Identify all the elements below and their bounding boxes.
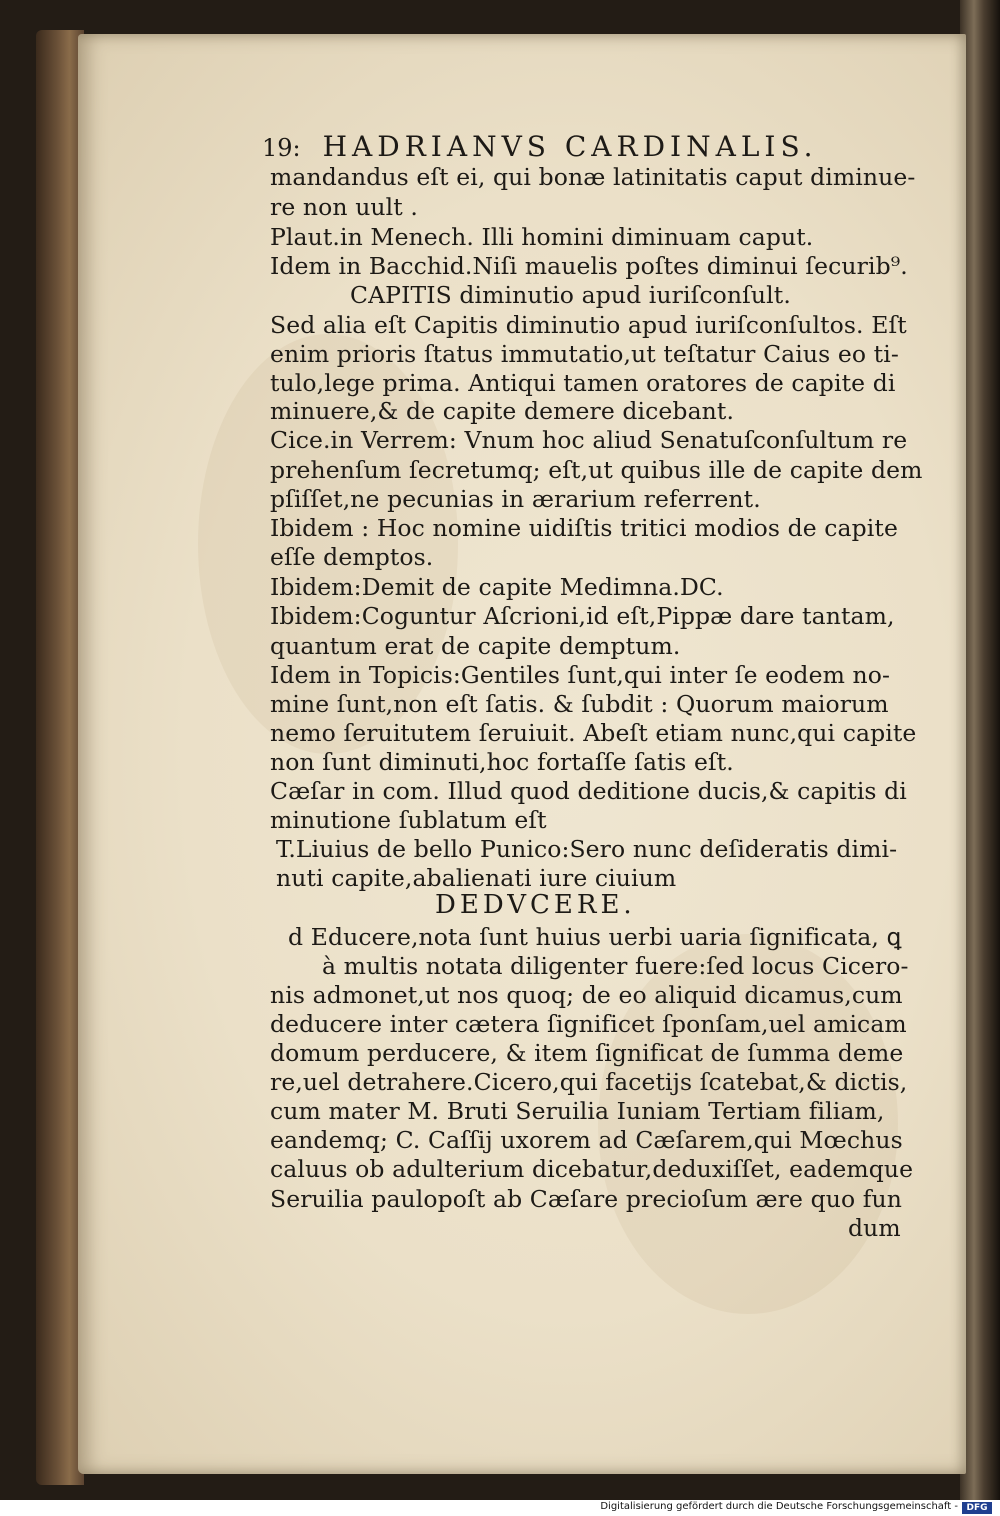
text-line: non ſunt diminuti,hoc fortaſſe ſatis eſt. <box>270 748 734 776</box>
text-line: d Educere,nota ſunt huius uerbi uaria ſignificata, ꝗ <box>288 923 902 951</box>
running-head-title: HADRIANVS CARDINALIS. <box>322 130 818 163</box>
text-line: prehenſum ſecretumq; eſt,ut quibus ille de capite dem <box>270 456 923 484</box>
text-line: quantum erat de capite demptum. <box>270 632 681 660</box>
text-line: re,uel detrahere.Cicero,qui facetijs ſcatebat,& dictis, <box>270 1068 908 1096</box>
text-line: Ibidem : Hoc nomine uidiſtis tritici modios de capite <box>270 514 898 542</box>
text-line: eſſe demptos. <box>270 543 434 571</box>
text-line: Cæſar in com. Illud quod deditione ducis,& capitis di <box>270 777 907 805</box>
footer-bar <box>0 1500 1000 1516</box>
text-line: tulo,lege prima. Antiqui tamen oratores de capite di <box>270 369 896 397</box>
text-line: Idem in Topicis:Gentiles ſunt,qui inter ſe eodem no- <box>270 661 891 689</box>
text-line: Ibidem:Coguntur Aſcrioni,id eſt,Pippæ dare tantam, <box>270 602 895 630</box>
running-head <box>262 130 902 163</box>
folio-number: 19: <box>262 134 301 162</box>
text-line: Sed alia eſt Capitis diminutio apud iuriſconſultos. Eſt <box>270 311 907 339</box>
book-edge-left <box>36 30 84 1485</box>
text-line: cum mater M. Bruti Seruilia Iuniam Tertiam filiam, <box>270 1097 885 1125</box>
dfg-logo: DFG <box>962 1502 992 1514</box>
text-line: eandemq; C. Caſſij uxorem ad Cæſarem,qui Mœchus <box>270 1126 903 1154</box>
text-line: à multis notata diligenter fuere:ſed locus Cicero- <box>322 952 909 980</box>
text-line: Idem in Bacchid.Niſi mauelis poſtes diminui ſecurib⁹. <box>270 252 908 280</box>
text-line: enim prioris ſtatus immutatio,ut teſtatur Caius eo ti- <box>270 340 899 368</box>
text-line: minuere,& de capite demere dicebant. <box>270 397 735 425</box>
text-line: Ibidem:Demit de capite Medimna.DC. <box>270 573 724 601</box>
funding-credit: Digitalisierung gefördert durch die Deutsche Forschungsgemeinschaft - <box>600 1501 958 1512</box>
text-line: T.Liuius de bello Punico:Sero nunc deſideratis dimi- <box>276 835 898 863</box>
text-line: Seruilia paulopoſt ab Cæſare precioſum ære quo fun <box>270 1185 903 1213</box>
text-line: Cice.in Verrem: Vnum hoc aliud Senatuſconſultum re <box>270 426 908 454</box>
text-line: nemo ſeruitutem ſeruiuit. Abeſt etiam nunc,qui capite <box>270 719 917 747</box>
text-line: re non uult . <box>270 193 418 221</box>
section-heading: DEDVCERE. <box>435 890 636 920</box>
text-line: minutione ſublatum eſt <box>270 806 547 834</box>
text-line: caluus ob adulterium dicebatur,deduxiſſet, eademque <box>270 1155 914 1183</box>
text-line: nis admonet,ut nos quoq; de eo aliquid dicamus,cum <box>270 981 903 1009</box>
text-line: deducere inter cætera ſignificet ſponſam,uel amicam <box>270 1010 907 1038</box>
catchword: dum <box>848 1214 901 1242</box>
section-heading: CAPITIS diminutio apud iuriſconſult. <box>350 281 791 309</box>
text-line: Plaut.in Menech. Illi homini diminuam caput. <box>270 223 814 251</box>
text-line: mandandus eſt ei, qui bonæ latinitatis caput diminue- <box>270 163 916 191</box>
text-line: nuti capite,abalienati iure ciuium <box>276 864 677 892</box>
text-line: mine ſunt,non eſt ſatis. & ſubdit : Quorum maiorum <box>270 690 889 718</box>
book-edge-right <box>960 0 1000 1500</box>
text-line: domum perducere, & item ſignificat de ſumma deme <box>270 1039 904 1067</box>
text-line: pſiſſet,ne pecunias in ærarium referrent. <box>270 485 761 513</box>
